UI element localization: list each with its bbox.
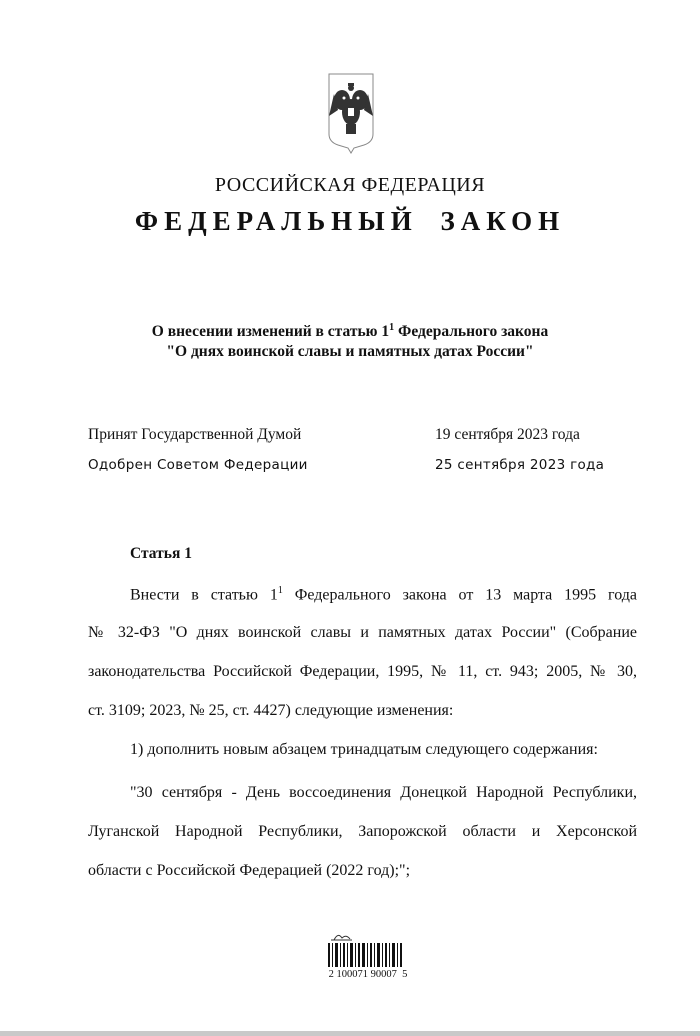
adoption-label: Принят Государственной Думой [88,426,302,443]
adoption-label: Одобрен Советом Федерации [88,457,308,473]
adoption-date: 25 сентября 2023 года [435,457,605,473]
barcode-number: 2 100071 90007 5 [328,969,408,980]
barcode-icon [322,930,412,990]
body-line: № 32-ФЗ "О днях воинской славы и памятных датах России" (Собрание [88,624,637,641]
title-text: О внесении изменений в статью 1 [151,323,390,341]
title-text: Федерального закона [394,323,549,341]
body-line: Луганской Народной Республики, Запорожской области и Херсонской [88,823,637,840]
body-line: законодательства Российской Федерации, 1995, № 11, ст. 943; 2005, № 30, [88,663,637,680]
law-title [0,318,700,362]
law-title-line-2: "О днях воинской славы и памятных датах России" [166,343,534,361]
article-heading: Статья 1 [130,545,192,562]
page-bottom-edge [0,1031,700,1036]
title-superscript: 1 [389,322,395,333]
coat-of-arms-icon [326,70,376,154]
body-line: "30 сентября - День воссоединения Донецкой Народной Республики, [130,784,637,801]
body-text: Федерального закона от 13 марта 1995 года [282,586,637,604]
document-type: ФЕДЕРАЛЬНЫЙ ЗАКОН [134,206,566,236]
state-name: РОССИЙСКАЯ ФЕДЕРАЦИЯ [214,174,486,196]
adoption-date: 19 сентября 2023 года [435,426,580,443]
law-title-line-1 [0,318,700,342]
body-text: Внести в статью 1 [130,586,278,604]
body-line: области с Российской Федерацией (2022 год);"; [88,862,411,879]
body-line: 1) дополнить новым абзацем тринадцатым следующего содержания: [130,741,598,758]
body-superscript: 1 [277,585,283,596]
body-line [130,585,637,605]
body-line: ст. 3109; 2023, № 25, ст. 4427) следующие изменения: [88,702,454,719]
